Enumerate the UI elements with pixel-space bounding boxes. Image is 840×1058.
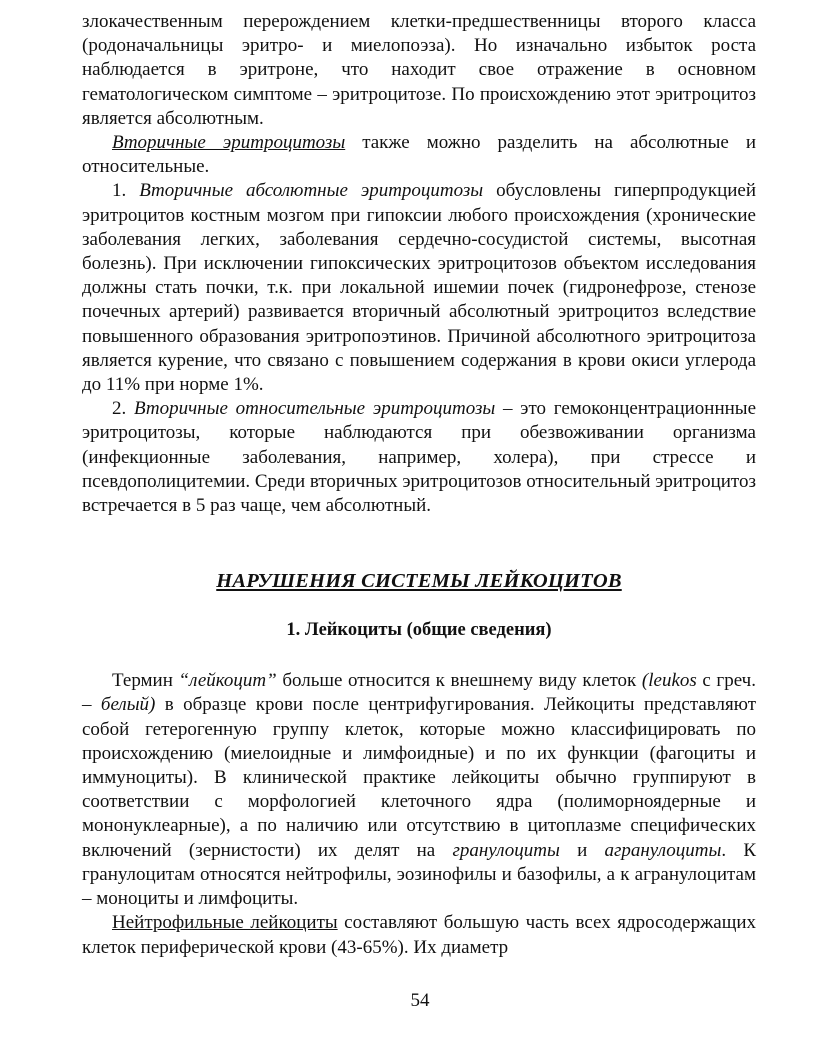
section-heading: НАРУШЕНИЯ СИСТЕМЫ ЛЕЙКОЦИТОВ [216,570,622,593]
list-number: 2. [112,398,135,420]
term-agranulocytes: агранулоциты [604,839,722,861]
term-leukos: (leukos [641,670,697,692]
term-secondary-relative-erythrocytoses: Вторичные относительные эритроцитозы [134,398,496,420]
paragraph-absolute-erythrocytoses [82,179,756,397]
term-white: белый) [100,694,156,716]
subsection-heading: 1. Лейкоциты (общие сведения) [286,620,552,641]
paragraph-leukocyte-term [82,669,756,911]
list-number: 1. [112,180,140,202]
paragraph-text: больше относится к внешнему виду клеток [276,670,642,692]
paragraph-text: – это гемоконцентрационнные эритроцитозы, которые наблюдаются при обезвоживании организма (инфекционные заболевания, например, холера), при стрессе и псевдополицитемии. Среди вторичных эритроцитозов относительный эритроцитоз встречается в 5 раз чаще, чем абсолютный. [82,398,757,517]
paragraph-text: обусловлены гиперпродукцией эритроцитов костным мозгом при гипоксии любого происхождения (хронические заболевания легких, заболевания сердечно-сосудистой системы, высотная болезнь). При исключении гипоксических эритроцитозов объектом исследования должны стать почки, т.к. при локальной ишемии почек (гидронефрозе, стенозе почечных артерий) развивается вторичный абсолютный эритроцитоз вследствие повышенного образования эритропоэтинов. Причиной абсолютного эритроцитоза является курение, что связано с повышением содержания в крови окиси углерода до 11% при норме 1%. [82,180,757,396]
page-number: 54 [410,990,430,1011]
page-body [82,10,756,960]
paragraph-text: и [559,839,605,861]
paragraph-text: составляют большую часть всех ядросодержащих клеток периферической крови (43-65%). Их диаметр [82,912,756,958]
paragraph-neutrophils [82,911,756,959]
term-leukocyte: “лейкоцит” [178,670,277,692]
term-neutrophilic-leukocytes: Нейтрофильные лейкоциты [112,912,338,934]
paragraph-relative-erythrocytoses [82,397,756,518]
term-granulocytes: гранулоциты [452,839,560,861]
paragraph-text: в образце крови после центрифугирования. Лейкоциты представляют собой гетерогенную группу клеток, которые можно классифицировать по происхождению (миелоидные и лимфоидные) и по их функции (фагоциты и иммуноциты). В клинической практике лейкоциты обычно группируют в соответствии с морфологией клеточного ядра (полиморноядерные и мононуклеарные), а по наличию или отсутствию в цитоплазме специфических включений (зернистости) их делят на [82,694,756,861]
paragraph-text: . К гранулоцитам относятся нейтрофилы, эозинофилы и базофилы, а к агранулоцитам – моноциты и лимфоциты. [82,839,756,910]
paragraph-text: с греч. – [82,670,756,716]
paragraph-text: также можно разделить на абсолютные и относительные. [82,132,756,178]
paragraph-text: Термин [112,670,179,692]
paragraph-leukemia-origin: злокачественным перерождением клетки-предшественницы второго класса (родоначальницы эритро- и миелопоэза). Но изначально избыток роста наблюдается в эритроне, что находит свое отражение в основном гематологическом симптоме – эритроцитозе. По происхождению этот эритроцитоз является абсолютным. [82,11,756,129]
paragraph-secondary-erythrocytoses [82,131,756,179]
term-secondary-erythrocytoses: Вторичные эритроцитозы [112,132,346,154]
term-secondary-absolute-erythrocytoses: Вторичные абсолютные эритроцитозы [139,180,484,202]
